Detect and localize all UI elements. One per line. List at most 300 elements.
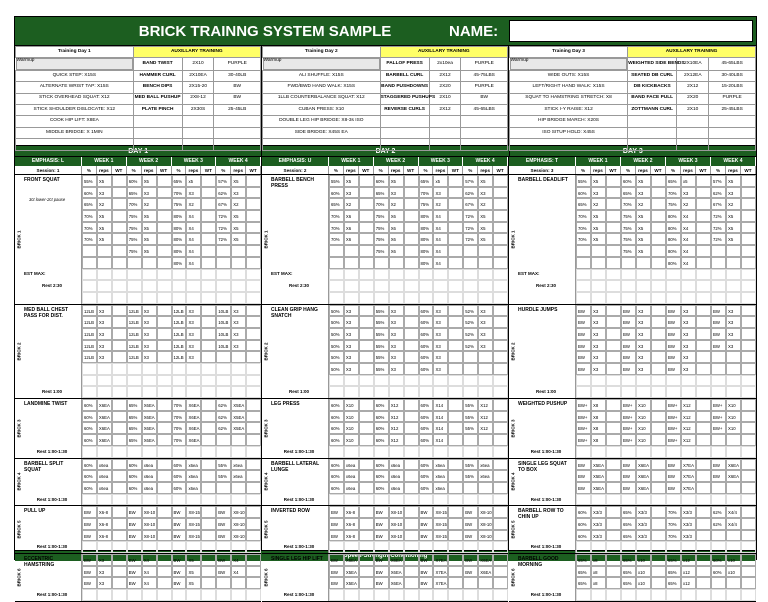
set-cell[interactable] (112, 351, 127, 363)
set-cell[interactable]: 62% (216, 411, 231, 423)
set-cell[interactable]: 55% (82, 175, 97, 187)
set-cell[interactable]: x10 (636, 577, 651, 589)
set-cell[interactable]: X4 (681, 245, 696, 257)
set-cell[interactable]: X3 (97, 328, 112, 340)
set-cell[interactable]: x10 (636, 554, 651, 566)
set-cell[interactable]: 57% (463, 175, 478, 187)
set-cell[interactable]: 70% (621, 198, 636, 210)
set-cell[interactable]: 80% (172, 222, 187, 234)
set-cell[interactable] (112, 175, 127, 187)
set-cell[interactable]: X6EA (478, 566, 493, 578)
set-cell[interactable]: 12LB (82, 328, 97, 340)
set-cell[interactable]: 55% (374, 351, 389, 363)
set-cell[interactable]: X6EA (726, 459, 741, 471)
set-cell[interactable]: X3 (681, 340, 696, 352)
set-cell[interactable] (448, 328, 463, 340)
set-cell[interactable]: 60% (82, 459, 97, 471)
set-cell[interactable]: 72% (711, 210, 726, 222)
set-cell[interactable]: 70% (172, 422, 187, 434)
set-cell[interactable]: 70% (172, 411, 187, 423)
set-cell[interactable] (201, 518, 216, 530)
set-cell[interactable]: X6EA (97, 411, 112, 423)
set-cell[interactable]: BW+ (576, 422, 591, 434)
set-cell[interactable] (329, 257, 344, 269)
set-cell[interactable] (201, 175, 216, 187)
set-cell[interactable]: 65% (621, 554, 636, 566)
set-cell[interactable] (157, 305, 172, 317)
set-cell[interactable] (404, 506, 419, 518)
set-cell[interactable] (591, 257, 606, 269)
set-cell[interactable] (493, 351, 508, 363)
set-cell[interactable] (696, 328, 711, 340)
set-cell[interactable]: X3 (636, 187, 651, 199)
set-cell[interactable] (97, 257, 112, 269)
set-cell[interactable]: 60% (374, 422, 389, 434)
set-cell[interactable]: X7EA (433, 577, 448, 589)
set-cell[interactable]: BW (172, 506, 187, 518)
set-cell[interactable] (463, 351, 478, 363)
set-cell[interactable] (463, 434, 478, 446)
set-cell[interactable] (606, 506, 621, 518)
set-cell[interactable]: 12LB (172, 316, 187, 328)
set-cell[interactable]: 55% (463, 470, 478, 482)
set-cell[interactable] (741, 399, 756, 411)
set-cell[interactable]: X6EA (97, 434, 112, 446)
set-cell[interactable]: 60% (621, 175, 636, 187)
set-cell[interactable]: 65% (666, 554, 681, 566)
set-cell[interactable]: X8-15 (433, 518, 448, 530)
set-cell[interactable] (201, 506, 216, 518)
set-cell[interactable]: 55% (374, 340, 389, 352)
set-cell[interactable] (493, 257, 508, 269)
set-cell[interactable] (478, 577, 493, 589)
set-cell[interactable] (741, 470, 756, 482)
set-cell[interactable]: 70% (419, 187, 434, 199)
set-cell[interactable]: X8-10 (389, 518, 404, 530)
set-cell[interactable]: x6ea (142, 470, 157, 482)
set-cell[interactable]: X5 (186, 566, 201, 578)
set-cell[interactable] (463, 363, 478, 375)
set-cell[interactable]: X5 (478, 210, 493, 222)
set-cell[interactable]: 75% (621, 233, 636, 245)
set-cell[interactable]: X6EA (142, 411, 157, 423)
set-cell[interactable] (157, 222, 172, 234)
set-cell[interactable] (478, 351, 493, 363)
set-cell[interactable]: 70% (666, 530, 681, 542)
set-cell[interactable] (448, 459, 463, 471)
set-cell[interactable]: 52% (463, 305, 478, 317)
set-cell[interactable]: 70% (329, 222, 344, 234)
set-cell[interactable] (651, 530, 666, 542)
set-cell[interactable]: X3/3 (681, 530, 696, 542)
set-cell[interactable]: 60% (419, 305, 434, 317)
set-cell[interactable]: X3 (97, 340, 112, 352)
set-cell[interactable]: 65% (621, 187, 636, 199)
set-cell[interactable] (157, 351, 172, 363)
set-cell[interactable]: X14 (433, 411, 448, 423)
set-cell[interactable]: 65% (127, 422, 142, 434)
set-cell[interactable]: X6EA (186, 434, 201, 446)
set-cell[interactable]: 60% (329, 411, 344, 423)
set-cell[interactable]: X3 (591, 340, 606, 352)
set-cell[interactable]: BW (666, 351, 681, 363)
set-cell[interactable]: 80% (666, 210, 681, 222)
set-cell[interactable]: X5 (97, 175, 112, 187)
set-cell[interactable]: X3 (681, 328, 696, 340)
set-cell[interactable]: X3 (389, 351, 404, 363)
set-cell[interactable]: 60% (82, 411, 97, 423)
set-cell[interactable]: X6EA (97, 399, 112, 411)
set-cell[interactable]: X5 (591, 233, 606, 245)
set-cell[interactable] (651, 175, 666, 187)
set-cell[interactable] (201, 459, 216, 471)
set-cell[interactable]: BW (576, 316, 591, 328)
set-cell[interactable]: 75% (127, 222, 142, 234)
set-cell[interactable]: x6ea (97, 459, 112, 471)
set-cell[interactable]: 60% (419, 351, 434, 363)
set-cell[interactable] (493, 198, 508, 210)
set-cell[interactable]: 70% (374, 198, 389, 210)
set-cell[interactable]: X5 (636, 210, 651, 222)
set-cell[interactable] (696, 566, 711, 578)
set-cell[interactable] (493, 422, 508, 434)
set-cell[interactable] (448, 316, 463, 328)
set-cell[interactable]: X3 (636, 363, 651, 375)
set-cell[interactable]: x6ea (344, 482, 359, 494)
set-cell[interactable] (112, 518, 127, 530)
set-cell[interactable]: 67% (216, 198, 231, 210)
set-cell[interactable]: 67% (463, 198, 478, 210)
set-cell[interactable] (112, 482, 127, 494)
set-cell[interactable]: X6-8 (97, 518, 112, 530)
set-cell[interactable]: X8-10 (389, 530, 404, 542)
set-cell[interactable]: X3 (636, 328, 651, 340)
set-cell[interactable]: X4/4 (726, 506, 741, 518)
set-cell[interactable]: BW (621, 482, 636, 494)
set-cell[interactable]: x6ea (478, 459, 493, 471)
set-cell[interactable]: 65% (329, 198, 344, 210)
set-cell[interactable]: 75% (621, 222, 636, 234)
set-cell[interactable] (591, 245, 606, 257)
set-cell[interactable] (741, 233, 756, 245)
set-cell[interactable]: 80% (666, 257, 681, 269)
set-cell[interactable]: 60% (82, 399, 97, 411)
set-cell[interactable]: X6EA (186, 411, 201, 423)
set-cell[interactable] (231, 257, 246, 269)
set-cell[interactable]: X3 (231, 187, 246, 199)
set-cell[interactable]: X5 (231, 222, 246, 234)
set-cell[interactable] (606, 577, 621, 589)
set-cell[interactable] (696, 422, 711, 434)
set-cell[interactable]: 72% (463, 222, 478, 234)
set-cell[interactable] (696, 459, 711, 471)
set-cell[interactable]: X3/3 (636, 518, 651, 530)
set-cell[interactable]: X3 (681, 305, 696, 317)
set-cell[interactable] (448, 187, 463, 199)
set-cell[interactable]: X12 (681, 434, 696, 446)
set-cell[interactable]: 72% (463, 210, 478, 222)
set-cell[interactable] (493, 459, 508, 471)
set-cell[interactable] (157, 257, 172, 269)
set-cell[interactable] (576, 257, 591, 269)
set-cell[interactable]: X3 (591, 328, 606, 340)
set-cell[interactable] (404, 530, 419, 542)
set-cell[interactable]: 12LB (172, 351, 187, 363)
set-cell[interactable]: 80% (666, 233, 681, 245)
set-cell[interactable] (493, 363, 508, 375)
set-cell[interactable]: X3/3 (591, 518, 606, 530)
set-cell[interactable]: X8 (591, 411, 606, 423)
set-cell[interactable] (741, 506, 756, 518)
set-cell[interactable] (606, 222, 621, 234)
set-cell[interactable]: X10 (636, 399, 651, 411)
set-cell[interactable] (404, 210, 419, 222)
set-cell[interactable] (157, 411, 172, 423)
set-cell[interactable]: x6ea (389, 482, 404, 494)
set-cell[interactable]: BW (621, 363, 636, 375)
set-cell[interactable] (651, 482, 666, 494)
set-cell[interactable] (404, 305, 419, 317)
set-cell[interactable]: BW (329, 530, 344, 542)
set-cell[interactable]: X6-8 (344, 530, 359, 542)
set-cell[interactable]: x5 (433, 175, 448, 187)
set-cell[interactable]: X12 (389, 411, 404, 423)
set-cell[interactable]: X6EA (636, 470, 651, 482)
set-cell[interactable]: X6EA (389, 566, 404, 578)
set-cell[interactable]: BW (216, 518, 231, 530)
set-cell[interactable]: X6EA (636, 482, 651, 494)
set-cell[interactable]: BW (576, 340, 591, 352)
set-cell[interactable]: X8-10 (231, 518, 246, 530)
set-cell[interactable]: 72% (216, 222, 231, 234)
set-cell[interactable] (201, 316, 216, 328)
set-cell[interactable] (344, 245, 359, 257)
set-cell[interactable]: X10 (344, 434, 359, 446)
set-cell[interactable] (404, 175, 419, 187)
set-cell[interactable]: 12LB (172, 305, 187, 317)
set-cell[interactable] (606, 245, 621, 257)
set-cell[interactable]: X5 (97, 210, 112, 222)
set-cell[interactable] (201, 328, 216, 340)
set-cell[interactable]: 65% (127, 399, 142, 411)
set-cell[interactable] (216, 245, 231, 257)
set-cell[interactable] (404, 351, 419, 363)
set-cell[interactable]: X3 (344, 363, 359, 375)
set-cell[interactable]: 80% (172, 245, 187, 257)
set-cell[interactable] (359, 554, 374, 566)
set-cell[interactable]: 60% (329, 187, 344, 199)
set-cell[interactable] (112, 187, 127, 199)
set-cell[interactable]: BW (621, 328, 636, 340)
set-cell[interactable]: X3/3 (591, 530, 606, 542)
set-cell[interactable] (157, 245, 172, 257)
set-cell[interactable]: X5EA (591, 459, 606, 471)
set-cell[interactable]: 60% (172, 482, 187, 494)
set-cell[interactable]: 65% (576, 554, 591, 566)
set-cell[interactable] (201, 340, 216, 352)
set-cell[interactable]: BW+ (621, 434, 636, 446)
set-cell[interactable]: 60% (329, 434, 344, 446)
set-cell[interactable]: 55% (463, 399, 478, 411)
set-cell[interactable] (246, 566, 261, 578)
set-cell[interactable] (112, 316, 127, 328)
set-cell[interactable]: X3 (97, 187, 112, 199)
set-cell[interactable] (246, 328, 261, 340)
set-cell[interactable]: 70% (82, 222, 97, 234)
set-cell[interactable]: X6 (344, 222, 359, 234)
set-cell[interactable]: 12LB (127, 328, 142, 340)
set-cell[interactable] (404, 518, 419, 530)
set-cell[interactable]: X5 (231, 210, 246, 222)
set-cell[interactable] (201, 411, 216, 423)
set-cell[interactable] (493, 210, 508, 222)
set-cell[interactable]: x8 (591, 577, 606, 589)
set-cell[interactable]: 72% (216, 210, 231, 222)
set-cell[interactable] (493, 222, 508, 234)
set-cell[interactable]: 65% (621, 506, 636, 518)
set-cell[interactable]: x6ea (97, 482, 112, 494)
set-cell[interactable]: X5 (636, 233, 651, 245)
set-cell[interactable]: 80% (419, 233, 434, 245)
set-cell[interactable] (112, 434, 127, 446)
set-cell[interactable]: X12 (478, 411, 493, 423)
set-cell[interactable]: X3 (636, 316, 651, 328)
set-cell[interactable]: x6ea (344, 459, 359, 471)
set-cell[interactable] (696, 530, 711, 542)
set-cell[interactable] (359, 316, 374, 328)
set-cell[interactable] (651, 577, 666, 589)
set-cell[interactable]: BW (127, 530, 142, 542)
set-cell[interactable]: BW+ (666, 434, 681, 446)
set-cell[interactable] (246, 399, 261, 411)
set-cell[interactable]: BW (127, 566, 142, 578)
set-cell[interactable] (97, 245, 112, 257)
set-cell[interactable] (741, 577, 756, 589)
set-cell[interactable] (493, 328, 508, 340)
set-cell[interactable]: X3 (389, 340, 404, 352)
set-cell[interactable] (448, 399, 463, 411)
set-cell[interactable]: X3/3 (591, 506, 606, 518)
set-cell[interactable]: X8-15 (433, 530, 448, 542)
set-cell[interactable]: 50% (329, 351, 344, 363)
set-cell[interactable]: 75% (374, 245, 389, 257)
set-cell[interactable]: X4 (681, 210, 696, 222)
set-cell[interactable]: BW (172, 518, 187, 530)
set-cell[interactable] (696, 305, 711, 317)
set-cell[interactable] (359, 363, 374, 375)
set-cell[interactable] (201, 305, 216, 317)
set-cell[interactable]: X4 (186, 233, 201, 245)
set-cell[interactable]: BW (576, 470, 591, 482)
set-cell[interactable]: 70% (329, 210, 344, 222)
set-cell[interactable] (157, 518, 172, 530)
set-cell[interactable]: X7EA (681, 482, 696, 494)
set-cell[interactable]: x8 (591, 566, 606, 578)
set-cell[interactable] (231, 577, 246, 589)
set-cell[interactable] (157, 506, 172, 518)
set-cell[interactable]: X3 (344, 316, 359, 328)
set-cell[interactable] (246, 554, 261, 566)
set-cell[interactable]: X6EA (142, 434, 157, 446)
set-cell[interactable] (157, 577, 172, 589)
set-cell[interactable] (606, 351, 621, 363)
set-cell[interactable]: BW (82, 530, 97, 542)
set-cell[interactable] (606, 257, 621, 269)
set-cell[interactable] (404, 459, 419, 471)
set-cell[interactable]: X8-10 (478, 518, 493, 530)
set-cell[interactable] (404, 399, 419, 411)
set-cell[interactable] (741, 363, 756, 375)
set-cell[interactable] (726, 245, 741, 257)
set-cell[interactable]: BW (82, 577, 97, 589)
set-cell[interactable] (741, 340, 756, 352)
set-cell[interactable]: X8-10 (478, 530, 493, 542)
set-cell[interactable]: BW (216, 530, 231, 542)
set-cell[interactable]: 65% (621, 530, 636, 542)
set-cell[interactable]: 72% (711, 233, 726, 245)
set-cell[interactable]: BW (82, 554, 97, 566)
set-cell[interactable]: X5 (591, 210, 606, 222)
set-cell[interactable]: 55% (216, 470, 231, 482)
set-cell[interactable] (696, 257, 711, 269)
set-cell[interactable]: BW (621, 340, 636, 352)
set-cell[interactable]: BW (374, 530, 389, 542)
set-cell[interactable]: X10 (636, 411, 651, 423)
set-cell[interactable] (112, 566, 127, 578)
set-cell[interactable]: 70% (329, 233, 344, 245)
set-cell[interactable] (651, 422, 666, 434)
set-cell[interactable]: X10 (636, 434, 651, 446)
set-cell[interactable] (404, 222, 419, 234)
set-cell[interactable] (696, 187, 711, 199)
set-cell[interactable]: BW (172, 577, 187, 589)
set-cell[interactable]: 50% (329, 363, 344, 375)
set-cell[interactable] (651, 411, 666, 423)
set-cell[interactable]: 75% (621, 245, 636, 257)
set-cell[interactable] (448, 245, 463, 257)
set-cell[interactable]: 55% (374, 316, 389, 328)
set-cell[interactable]: x6ea (186, 482, 201, 494)
set-cell[interactable]: X8-10 (231, 530, 246, 542)
set-cell[interactable] (246, 351, 261, 363)
set-cell[interactable] (493, 411, 508, 423)
set-cell[interactable] (359, 198, 374, 210)
set-cell[interactable]: X8-10 (389, 506, 404, 518)
set-cell[interactable] (404, 187, 419, 199)
set-cell[interactable] (741, 245, 756, 257)
set-cell[interactable]: X3 (681, 363, 696, 375)
set-cell[interactable] (201, 198, 216, 210)
set-cell[interactable] (404, 411, 419, 423)
set-cell[interactable] (448, 422, 463, 434)
set-cell[interactable]: BW (419, 577, 434, 589)
set-cell[interactable]: X6EA (478, 554, 493, 566)
set-cell[interactable] (606, 530, 621, 542)
set-cell[interactable]: X5 (186, 577, 201, 589)
set-cell[interactable]: BW (463, 530, 478, 542)
set-cell[interactable]: 75% (127, 245, 142, 257)
set-cell[interactable] (404, 340, 419, 352)
set-cell[interactable] (112, 530, 127, 542)
set-cell[interactable] (112, 340, 127, 352)
set-cell[interactable]: X6EA (389, 554, 404, 566)
set-cell[interactable]: 10LB (216, 328, 231, 340)
set-cell[interactable] (696, 470, 711, 482)
set-cell[interactable] (216, 257, 231, 269)
set-cell[interactable]: 55% (216, 459, 231, 471)
set-cell[interactable]: X6-8 (344, 506, 359, 518)
set-cell[interactable]: X3 (478, 328, 493, 340)
